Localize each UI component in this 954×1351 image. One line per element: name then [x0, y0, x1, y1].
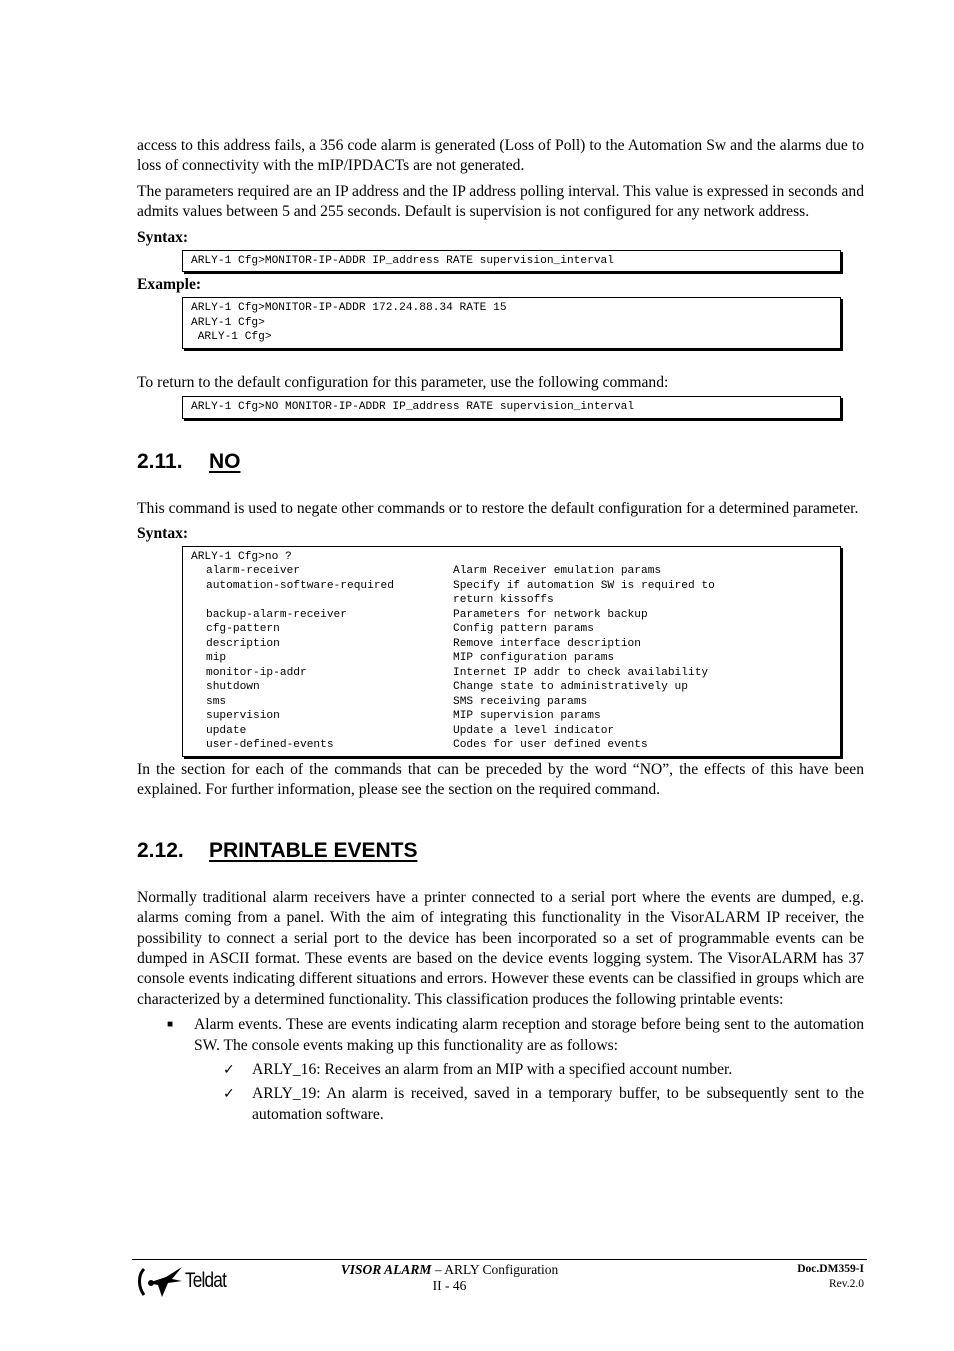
section-number: 2.12.: [137, 838, 184, 862]
section-title: NO: [209, 449, 241, 473]
option-row: [191, 695, 832, 710]
no-after-paragraph: In the section for each of the commands that can be preceded by the word “NO”, the effects of this have been explained. For further information, please see the section on the required command.: [137, 760, 864, 799]
option-description: Config pattern params: [453, 623, 594, 636]
section-title: PRINTABLE EVENTS: [209, 838, 418, 862]
option-command: cfg-pattern: [206, 623, 280, 636]
no-options-box: [182, 546, 841, 757]
footer-title: [132, 1262, 767, 1278]
option-description: Codes for user defined events: [453, 739, 648, 752]
option-description: return kissoffs: [453, 594, 554, 607]
page-content: [137, 136, 864, 1130]
option-row: [191, 579, 832, 594]
intro-paragraph-1: access to this address fails, a 356 code alarm is generated (Loss of Poll) to the Automation Sw and the alarms due to loss of connectivity with the mIP/IPDACTs are not generated.: [137, 137, 864, 175]
check-list: [194, 1060, 864, 1125]
footer-right: [797, 1262, 864, 1292]
monitor-example-box: [182, 297, 841, 349]
syntax-label: Syntax:: [137, 228, 189, 246]
default-config-text: To return to the default configuration for this parameter, use the following command:: [137, 373, 669, 391]
no-syntax-label: Syntax:: [137, 524, 189, 542]
option-description: Remove interface description: [453, 637, 641, 650]
bullet-list: [137, 1015, 864, 1125]
list-item: [137, 1015, 864, 1125]
list-item: [137, 1084, 864, 1125]
section-heading-no: [137, 449, 864, 475]
no-monitor-box: [182, 396, 841, 419]
page-number: II - 46: [432, 1278, 467, 1293]
option-row: [191, 666, 832, 681]
no-paragraph: This command is used to negate other commands or to restore the default configuration for a determined parameter.: [137, 499, 859, 517]
options-list: [191, 564, 832, 753]
page-footer: [132, 1259, 867, 1300]
option-command: monitor-ip-addr: [206, 666, 307, 679]
option-row: [191, 608, 832, 623]
option-command: sms: [206, 695, 227, 708]
option-description: Internet IP addr to check availability: [453, 666, 709, 679]
code-line: ARLY-1 Cfg>no ?: [191, 550, 292, 563]
revision: Rev.2.0: [828, 1278, 864, 1290]
option-command: [191, 593, 453, 608]
section-number: 2.11.: [137, 449, 183, 473]
option-command: supervision: [206, 710, 280, 723]
option-command: alarm-receiver: [206, 565, 300, 578]
option-row: [191, 622, 832, 637]
option-row: [191, 593, 832, 608]
checkmark-icon: ✓: [223, 1062, 235, 1078]
logo-text: Teldat: [185, 1269, 227, 1292]
option-description: MIP supervision params: [453, 710, 601, 723]
printable-paragraph: Normally traditional alarm receivers have a printer connected to a serial port where the events are dumped, e.g. alarms coming from a panel. With the aim of integrating this functionality in the VisorALARM IP receiver, the possibility to connect a serial port to the device has been incorporated so a set of programmable events can be dumped in ASCII format. These events are based on the device events logging system. The VisorALARM has 37 console events indicating different situations and errors. However these events can be classified in groups which are characterized by a determined functionality. This classification produces the following printable events:: [137, 888, 864, 1008]
list-item: [137, 1060, 864, 1080]
square-bullet-icon: ■: [167, 1019, 174, 1031]
section-heading-printable: [137, 838, 864, 864]
checkmark-icon: ✓: [223, 1086, 235, 1103]
option-description: Update a level indicator: [453, 724, 615, 737]
option-row: [191, 724, 832, 739]
code-line: ARLY-1 Cfg>: [191, 316, 265, 329]
option-command: backup-alarm-receiver: [206, 608, 347, 621]
option-description: Parameters for network backup: [453, 608, 648, 621]
option-row: [191, 709, 832, 724]
product-name: VISOR ALARM: [340, 1262, 432, 1277]
option-command: automation-software-required: [206, 579, 394, 592]
check-text: ARLY_16: Receives an alarm from an MIP with a specified account number.: [252, 1061, 733, 1078]
option-command: update: [206, 724, 247, 737]
option-description: Specify if automation SW is required to: [453, 579, 715, 592]
footer-subtitle: – ARLY Configuration: [431, 1262, 559, 1277]
option-description: Change state to administratively up: [453, 681, 688, 694]
example-label: Example:: [137, 276, 202, 294]
doc-id: Doc.DM359-I: [797, 1263, 864, 1275]
code-line: ARLY-1 Cfg>MONITOR-IP-ADDR IP_address RATE supervision_interval: [191, 254, 614, 267]
option-row: [191, 651, 832, 666]
code-line: ARLY-1 Cfg>: [191, 331, 272, 344]
option-row: [191, 680, 832, 695]
check-text: ARLY_19: An alarm is received, saved in a temporary buffer, to be subsequently sent to the automation software.: [252, 1085, 864, 1123]
option-row: [191, 564, 832, 579]
option-command: user-defined-events: [206, 739, 334, 752]
footer-center: [132, 1262, 767, 1294]
option-description: MIP configuration params: [453, 652, 615, 665]
monitor-syntax-box: [182, 250, 841, 273]
option-row: [191, 637, 832, 652]
intro-paragraph-2: The parameters required are an IP address and the IP address polling interval. This value is expressed in seconds and admits values between 5 and 255 seconds. Default is supervision is not configured for any network address.: [137, 182, 864, 221]
option-command: description: [206, 637, 280, 650]
code-line: ARLY-1 Cfg>NO MONITOR-IP-ADDR IP_address RATE supervision_interval: [191, 401, 635, 414]
option-description: Alarm Receiver emulation params: [453, 565, 662, 578]
option-row: [191, 738, 832, 753]
code-line: ARLY-1 Cfg>MONITOR-IP-ADDR 172.24.88.34 RATE 15: [191, 302, 507, 315]
bullet-text: Alarm events. These are events indicating alarm reception and storage before being sent to the automation SW. The console events making up this functionality are as follows:: [194, 1016, 864, 1054]
option-description: SMS receiving params: [453, 695, 588, 708]
option-command: mip: [206, 652, 227, 665]
option-command: shutdown: [206, 681, 260, 694]
